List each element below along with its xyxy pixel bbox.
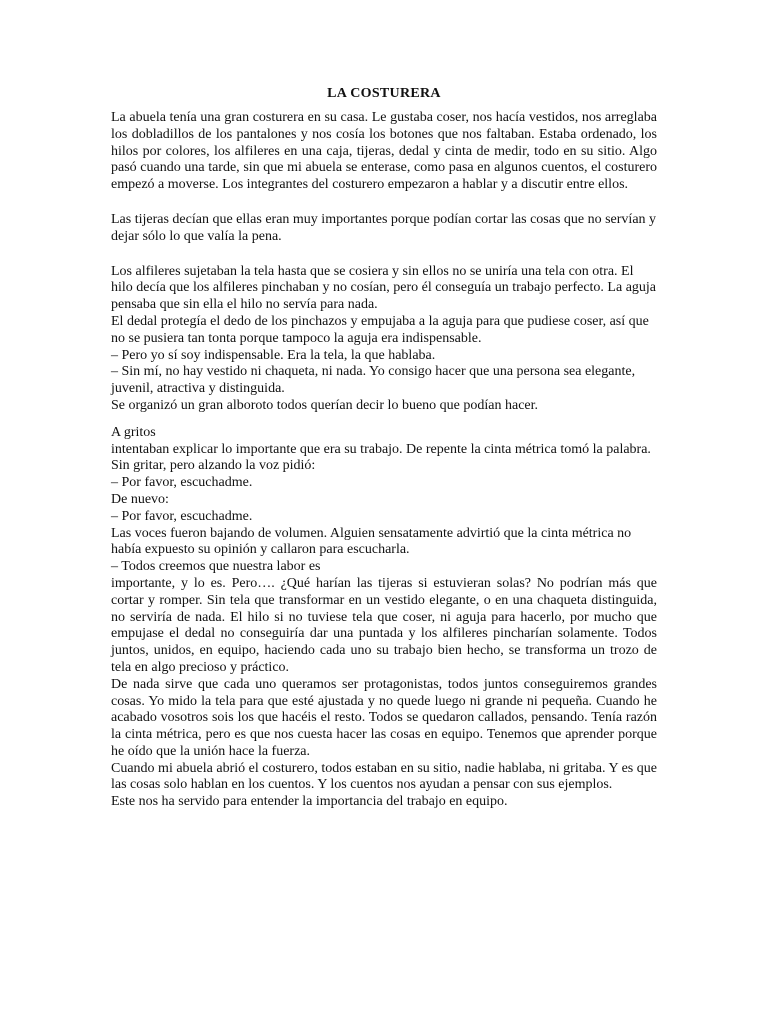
dialogue-escuchadme-2: – Por favor, escuchadme. (111, 508, 253, 524)
paragraph-dedal: El dedal protegía el dedo de los pinchazos y empujaba a la aguja para que pudiese coser, así que no se pusiera tan tonta porque tampoco la aguja era indispensable. (111, 313, 649, 346)
dialogue-tela-2: – Sin mí, no hay vestido ni chaqueta, ni nada. Yo consigo hacer que una persona sea elegante, juvenil, atractiva y distinguida. (111, 364, 636, 397)
dialogue-escuchadme-1: – Por favor, escuchadme. (111, 475, 253, 491)
paragraph-importante: importante, y lo es. Pero…. ¿Qué harían las tijeras si estuvieran solas? No podrían más que cortar y romper. Sin tela que transformar en un vestido elegante, o en una chaqueta distinguida, no serviría de nada. El hilo si no tuviese tela que coser, ni aguja para hacerlo, por mucho que empujase el dedal no conseguiría dar una puntada y los alfileres pincharían solamente. Todos juntos, unidos, en equipo, haciendo cada uno su trabajo bien hecho, se transforma un trozo de tela en algo precioso y práctico. (111, 575, 657, 675)
dialogue-labor: – Todos creemos que nuestra labor es (111, 559, 321, 575)
paragraph-alfileres: Los alfileres sujetaban la tela hasta que se cosiera y sin ellos no se uniría una tela con otra. El hilo decía que los alfileres pinchaban y no cosían, pero él conseguía un trabajo perfecto. La aguja pensaba que sin ella el hilo no servía para nada. (111, 263, 657, 313)
dialogue-tela-1: – Pero yo sí soy indispensable. Era la tela, la que hablaba. (111, 347, 436, 363)
document-body (111, 110, 657, 811)
paragraph-conclusion: Este nos ha servido para entender la importancia del trabajo en equipo. (111, 794, 508, 810)
paragraph-cinta-toma-palabra: intentaban explicar lo importante que era su trabajo. De repente la cinta métrica tomó la palabra. (111, 441, 651, 457)
paragraph-alboroto: Se organizó un gran alboroto todos querían decir lo bueno que podían hacer. (111, 397, 539, 413)
paragraph-de-nuevo: De nuevo: (111, 491, 169, 507)
document-title: LA COSTURERA (327, 86, 441, 101)
paragraph-intro: La abuela tenía una gran costurera en su casa. Le gustaba coser, nos hacía vestidos, nos arreglaba los dobladillos de los pantalones y nos cosía los botones que nos faltaban. Estaba ordenado, los hilos por colores, los alfileres en una caja, tijeras, dedal y cinta de medir, todo en su sitio. Algo pasó cuando una tarde, sin que mi abuela se enterase, como pasa en algunos cuentos, el costurero empezó a moverse. Los integrantes del costurero empezaron a hablar y a discutir entre ellos. (111, 110, 657, 193)
paragraph-abuela-abrio: Cuando mi abuela abrió el costurero, todos estaban en su sitio, nadie hablaba, ni gritaba. Y es que las cosas solo hablan en los cuentos. Y los cuentos nos ayudan a pensar con sus ejemplos. (111, 760, 657, 793)
paragraph-sin-gritar: Sin gritar, pero alzando la voz pidió: (111, 458, 316, 474)
paragraph-a-gritos: A gritos (111, 424, 156, 440)
paragraph-tijeras: Las tijeras decían que ellas eran muy importantes porque podían cortar las cosas que no servían y dejar sólo lo que valía la pena. (111, 211, 657, 244)
paragraph-protagonistas: De nada sirve que cada uno queramos ser protagonistas, todos juntos conseguiremos grandes cosas. Yo mido la tela para que esté ajustada y no quede luego ni grande ni pequeña. Cuando he acabado vosotros sois los que hacéis el resto. Todos se quedaron callados, pensando. Tenía razón la cinta métrica, pero es que nos cuesta hacer las cosas en equipo. Tenemos que aprender porque he oído que la unión hace la fuerza. (111, 676, 657, 759)
paragraph-voces: Las voces fueron bajando de volumen. Alguien sensatamente advirtió que la cinta métrica no había expuesto su opinión y callaron para escucharla. (111, 525, 632, 558)
